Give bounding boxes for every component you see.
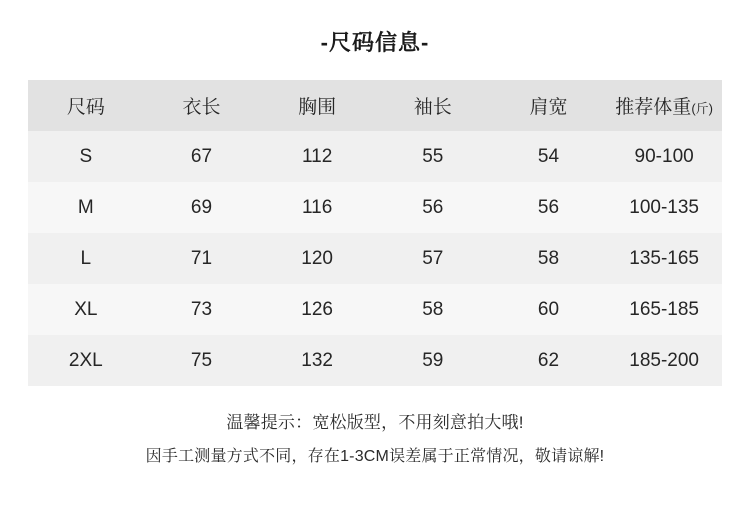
size-table-container: [28, 80, 722, 386]
cell-size: XL: [74, 298, 98, 320]
cell-sleeve: 56: [422, 196, 444, 218]
table-row: [28, 233, 722, 284]
table-row: [28, 182, 722, 233]
column-header-bust: [259, 80, 375, 131]
cell-weight: 90-100: [634, 145, 694, 167]
note-line-measurement: 因手工测量方式不同，存在1-3CM误差属于正常情况，敬请谅解!: [145, 448, 605, 465]
cell-weight: 135-165: [629, 247, 699, 269]
column-header-shoulder: [491, 80, 607, 131]
notes-section: [0, 406, 750, 474]
column-header-shoulder-label: 肩宽: [529, 97, 568, 118]
cell-length: 71: [190, 247, 213, 269]
column-header-bust-label: 胸围: [298, 97, 337, 118]
column-header-weight: [606, 80, 722, 131]
cell-length: 75: [190, 349, 213, 371]
cell-size: M: [77, 196, 94, 218]
cell-sleeve: 59: [422, 349, 444, 371]
column-header-weight-label: 推荐体重: [615, 97, 692, 118]
cell-shoulder: 56: [537, 196, 560, 218]
cell-length: 67: [190, 145, 213, 167]
column-header-length-label: 衣长: [182, 97, 221, 118]
cell-sleeve: 55: [422, 145, 444, 167]
cell-length: 69: [190, 196, 213, 218]
table-row: [28, 284, 722, 335]
column-header-sleeve: [375, 80, 491, 131]
table-row: [28, 131, 722, 182]
column-header-length: [144, 80, 260, 131]
size-table-header: [28, 80, 722, 131]
cell-size: 2XL: [68, 349, 103, 371]
note-line-fit: 温馨提示：宽松版型，不用刻意拍大哦!: [226, 413, 524, 432]
cell-shoulder: 54: [537, 145, 560, 167]
cell-size: L: [80, 247, 92, 269]
cell-bust: 126: [301, 298, 333, 320]
column-header-weight-unit: (斤): [691, 101, 713, 116]
table-header-row: [28, 80, 722, 131]
page-title: -尺码信息-: [320, 30, 430, 55]
cell-weight: 165-185: [629, 298, 699, 320]
cell-sleeve: 57: [422, 247, 444, 269]
cell-bust: 116: [301, 196, 333, 218]
size-table: [28, 80, 722, 386]
cell-bust: 132: [301, 349, 333, 371]
cell-bust: 120: [301, 247, 333, 269]
cell-bust: 112: [301, 145, 333, 167]
cell-size: S: [79, 145, 93, 167]
cell-shoulder: 58: [537, 247, 560, 269]
cell-shoulder: 60: [537, 298, 560, 320]
column-header-size: [28, 80, 144, 131]
cell-length: 73: [190, 298, 213, 320]
cell-sleeve: 58: [422, 298, 444, 320]
table-row: [28, 335, 722, 386]
cell-shoulder: 62: [537, 349, 560, 371]
cell-weight: 100-135: [629, 196, 699, 218]
cell-weight: 185-200: [629, 349, 699, 371]
size-table-body: [28, 131, 722, 386]
column-header-size-label: 尺码: [66, 97, 105, 118]
column-header-sleeve-label: 袖长: [413, 97, 452, 118]
